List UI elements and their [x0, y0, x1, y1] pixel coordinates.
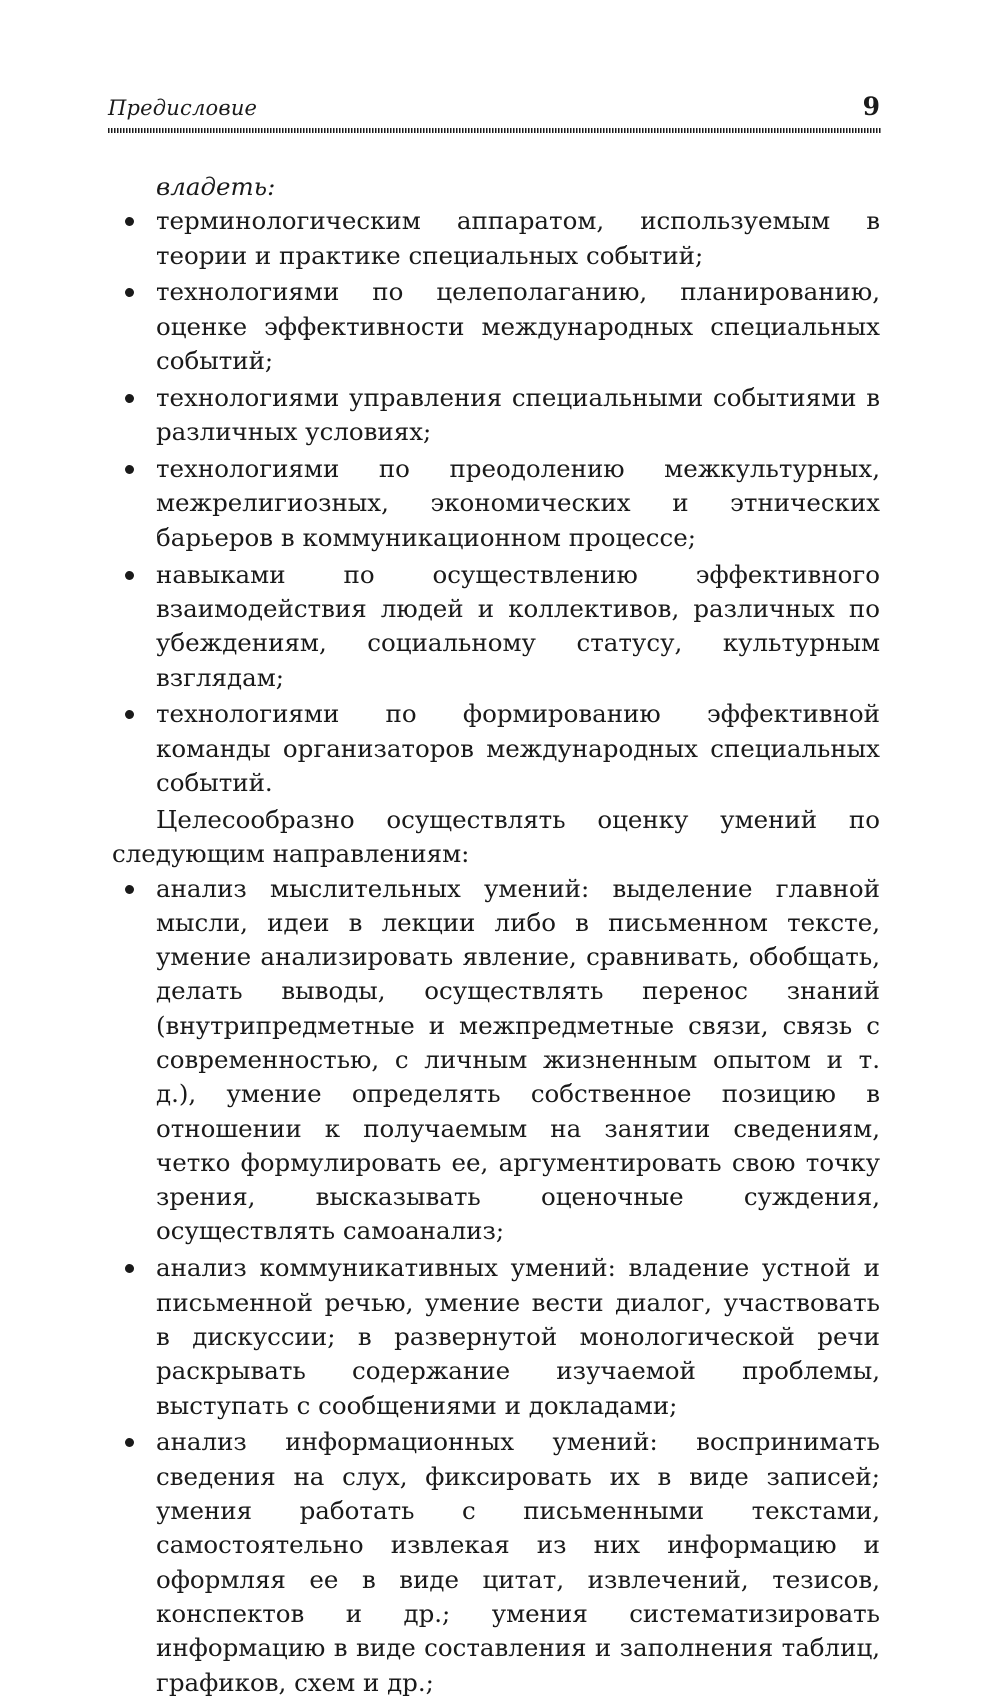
- list-item-text: технологиями управления специальными событиями в различных условиях;: [156, 382, 880, 447]
- list-item-text: анализ информационных умений: воспринимать сведения на слух, фиксировать их в виде записей; умения работать с письменными текстами, самостоятельно извлекая из них информацию и оформляя ее в виде цитат, извлечений, тезисов, конспектов и др.; умения систематизировать информацию в виде составления и заполнения таблиц, графиков, схем и др.;: [156, 1427, 880, 1697]
- list-item-text: технологиями по формированию эффективной команды организаторов международных специальных событий.: [156, 699, 880, 798]
- list-item: [112, 1425, 880, 1699]
- list-item: [112, 381, 880, 450]
- list-item: [112, 204, 880, 273]
- bullet-icon: [125, 288, 134, 297]
- list-item: [112, 275, 880, 378]
- intro-label: владеть:: [156, 172, 276, 201]
- bullet-icon: [125, 885, 134, 894]
- list-item-text: анализ коммуникативных умений: владение устной и письменной речью, умение вести диалог, участвовать в дискуссии; в развернутой монологической речи раскрывать содержание изучаемой проблемы, выступать с сообщениями и докладами;: [156, 1253, 880, 1420]
- bullet-icon: [125, 710, 134, 719]
- list-item-text: терминологическим аппаратом, используемым в теории и практике специальных событий;: [156, 206, 880, 270]
- list-item: [112, 872, 880, 1249]
- bullet-icon: [125, 1438, 134, 1447]
- body-text: [112, 170, 880, 1702]
- list-item-text: навыками по осуществлению эффективного взаимодействия людей и коллективов, различных по убеждениям, социальному статусу, культурным взглядам;: [156, 559, 880, 692]
- bullet-icon: [125, 394, 134, 403]
- list-item-text: технологиями по целеполаганию, планированию, оценке эффективности международных специальных событий;: [156, 277, 880, 376]
- skills-list: [112, 204, 880, 800]
- list-item: [112, 452, 880, 555]
- list-item-text: технологиями по преодолению межкультурных, межрелигиозных, экономических и этнических барьеров в коммуникационном процессе;: [156, 454, 880, 552]
- list-item: [112, 1251, 880, 1422]
- page-number: 9: [862, 92, 880, 121]
- assessment-paragraph: Целесообразно осуществлять оценку умений по следующим направлениям:: [112, 804, 880, 869]
- header-rule: [108, 128, 882, 133]
- list-item: [112, 697, 880, 800]
- bullet-icon: [125, 571, 134, 580]
- list-item: [112, 558, 880, 695]
- assessment-list: [112, 872, 880, 1700]
- list-item-text: анализ мыслительных умений: выделение главной мысли, идеи в лекции либо в письменном тексте, умение анализировать явление, сравнивать, обобщать, делать выводы, осуществлять перенос знаний (внутрипредметные и межпредметные связи, связь с современностью, с личным жизненным опытом и т. д.), умение определять собственное позицию в отношении к получаемым на занятии сведениям, четко формулировать ее, аргументировать свою точку зрения, высказывать оценочные суждения, осуществлять самоанализ;: [156, 873, 880, 1246]
- bullet-icon: [125, 465, 134, 474]
- running-head: [108, 94, 882, 126]
- bullet-icon: [125, 1264, 134, 1273]
- bullet-icon: [125, 217, 134, 226]
- running-head-section-title: Предисловие: [108, 96, 258, 120]
